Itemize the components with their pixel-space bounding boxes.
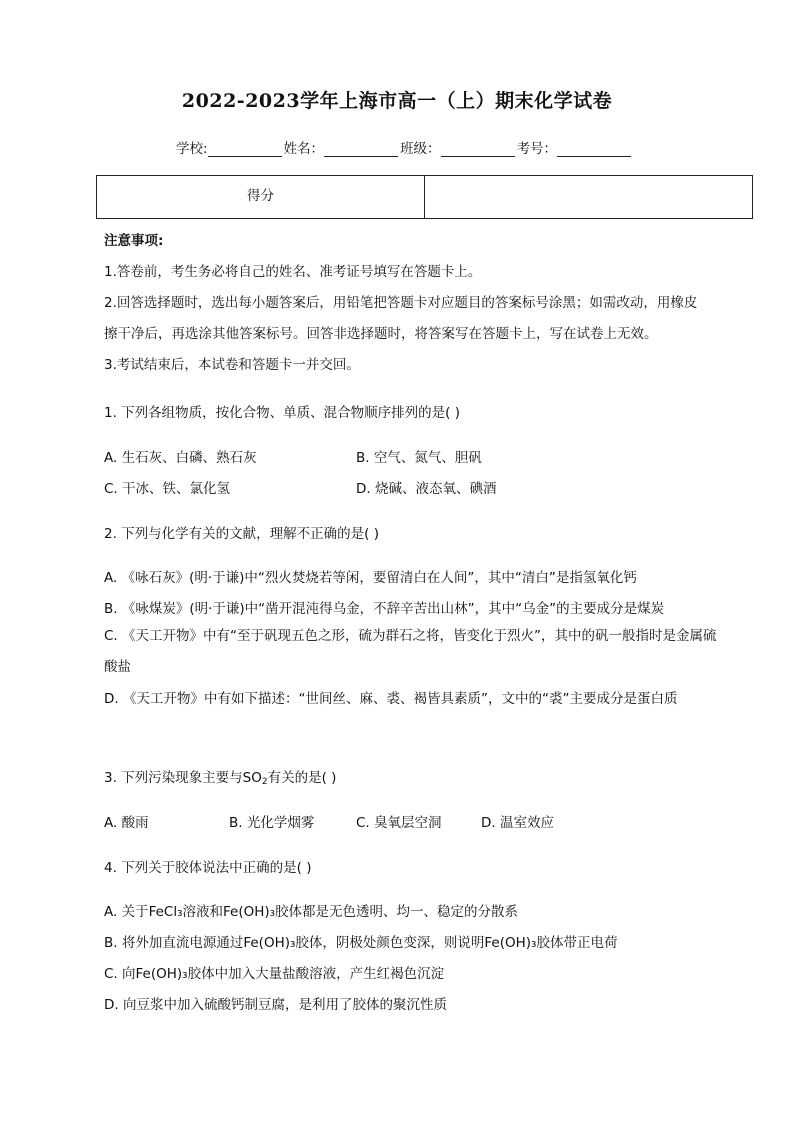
school-label: 学校:: [176, 141, 208, 157]
q1-option-a: A. 生石灰、白磷、熟石灰: [104, 450, 257, 466]
score-value: [425, 176, 752, 218]
number-label: 考号：: [516, 141, 558, 157]
q2-option-a: A. 《咏石灰》(明·于谦)中“烈火焚烧若等闲，要留清白在人间”，其中“清白”是指氢氧化钙: [104, 570, 637, 586]
student-info-line: [176, 137, 633, 157]
note-item: 2.回答选择题时，选出每小题答案后，用铅笔把答题卡对应题目的答案标号涂黑；如需改动，用橡皮: [104, 295, 698, 311]
q3-option-c: C. 臭氧层空洞: [356, 815, 442, 831]
so2-formula: $SO_2$: [242, 770, 268, 787]
school-field: [208, 142, 282, 157]
question-stem-3: [104, 766, 336, 786]
score-label: 得分: [97, 176, 425, 218]
q2-option-c: C. 《天工开物》中有“至于矾现五色之形，硫为群石之将，皆变化于烈火”，其中的矾一般指时是金属硫酸盐: [104, 628, 717, 675]
question-stem-1: 1. 下列各组物质，按化合物、单质、混合物顺序排列的是( ): [104, 405, 460, 421]
q4-option-a: A. 关于FeCl₃溶液和Fe(OH)₃胶体都是无色透明、均一、稳定的分散系: [104, 904, 519, 920]
name-label: 姓名：: [283, 141, 325, 157]
exam-title: 2022-2023学年上海市高一（上）期末化学试卷: [181, 90, 613, 112]
q2-option-d: D. 《天工开物》中有如下描述：“世间丝、麻、裘、褐皆具素质”，文中的“裘”主要成分是蛋白质: [104, 691, 678, 707]
q3-stem-post: 有关的是( ): [267, 770, 337, 786]
q1-option-d: D. 烧碱、液态氧、碘酒: [356, 481, 497, 497]
notes-heading: 注意事项:: [104, 233, 164, 249]
note-item: 1.答卷前，考生务必将自己的姓名、准考证号填写在答题卡上。: [104, 264, 482, 280]
q3-stem-pre: 3. 下列污染现象主要与: [104, 770, 243, 786]
note-item: 擦干净后，再选涂其他答案标号。回答非选择题时，将答案写在答题卡上，写在试卷上无效。: [104, 326, 658, 342]
note-item: 3.考试结束后，本试卷和答题卡一并交回。: [104, 357, 360, 373]
q3-option-d: D. 温室效应: [481, 815, 554, 831]
q3-option-b: B. 光化学烟雾: [229, 815, 315, 831]
q4-option-c: C. 向Fe(OH)₃胶体中加入大量盐酸溶液，产生红褐色沉淀: [104, 966, 445, 982]
q4-option-d: D. 向豆浆中加入硫酸钙制豆腐，是利用了胶体的聚沉性质: [104, 997, 447, 1013]
score-table: [96, 175, 753, 219]
q1-option-c: C. 干冰、铁、氯化氢: [104, 481, 231, 497]
name-field: [324, 142, 398, 157]
number-field: [557, 142, 631, 157]
question-stem-2: 2. 下列与化学有关的文献，理解不正确的是( ): [104, 526, 379, 542]
class-field: [441, 142, 515, 157]
class-label: 班级：: [400, 141, 441, 157]
q3-option-a: A. 酸雨: [104, 815, 149, 831]
q1-option-b: B. 空气、氮气、胆矾: [356, 450, 482, 466]
q2-option-b: B. 《咏煤炭》(明·于谦)中“凿开混沌得乌金，不辞辛苦出山林”，其中“乌金”的主要成分是煤炭: [104, 601, 665, 617]
q4-option-b: B. 将外加直流电源通过Fe(OH)₃胶体，阴极处颜色变深，则说明Fe(OH)₃胶体带正电荷: [104, 935, 618, 951]
question-stem-4: 4. 下列关于胶体说法中正确的是( ): [104, 860, 312, 876]
